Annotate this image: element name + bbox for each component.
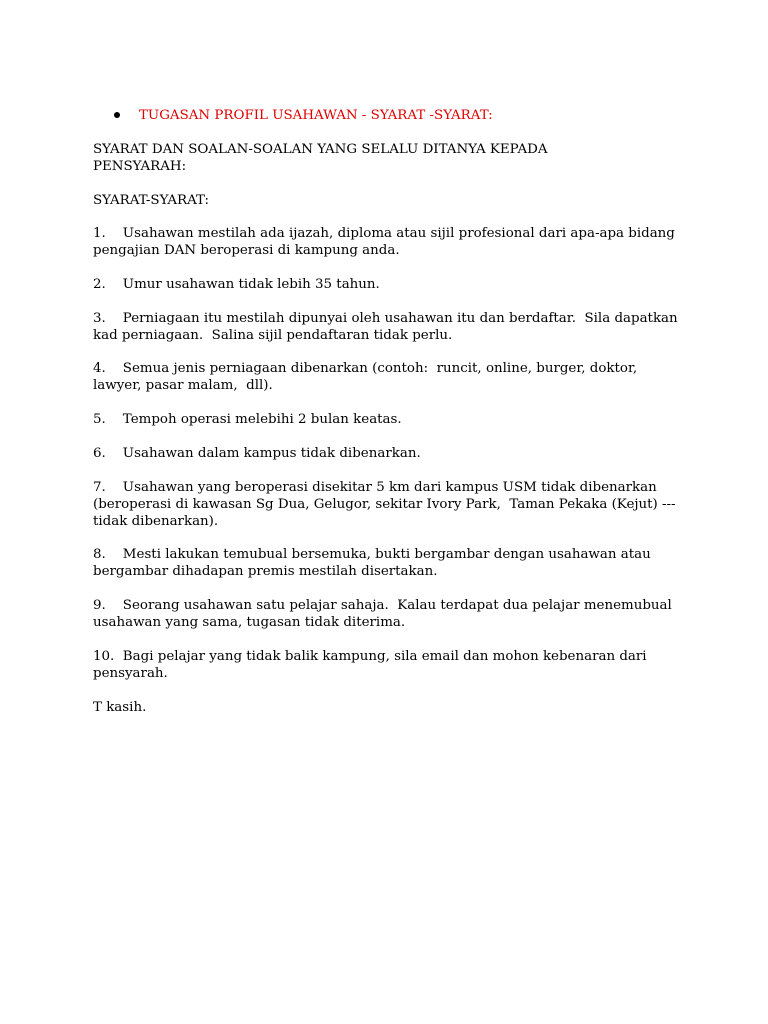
item-7-line-2: (beroperasi di kawasan Sg Dua, Gelugor, sekitar Ivory Park, Taman Pekaka (Kejut) --- <box>93 497 676 512</box>
item-3-line-1: 3. Perniagaan itu mestilah dipunyai oleh usahawan itu dan berdaftar. Sila dapatkan <box>93 311 678 326</box>
item-8-line-1: 8. Mesti lakukan temubual bersemuka, bukti bergambar dengan usahawan atau <box>93 547 651 562</box>
item-9-line-2: usahawan yang sama, tugasan tidak diterima. <box>93 615 406 630</box>
item-10-line-2: pensyarah. <box>93 666 168 681</box>
bullet-icon <box>114 112 120 118</box>
heading-text: TUGASAN PROFIL USAHAWAN - SYARAT -SYARAT: <box>139 108 493 123</box>
section-title: SYARAT-SYARAT: <box>93 193 210 208</box>
item-4-line-1: 4. Semua jenis perniagaan dibenarkan (contoh: runcit, online, burger, doktor, <box>93 361 638 376</box>
intro-line-2: PENSYARAH: <box>93 159 187 174</box>
item-7-line-3: tidak dibenarkan). <box>93 514 219 529</box>
item-1-line-2: pengajian DAN beroperasi di kampung anda. <box>93 243 400 258</box>
item-7-line-1: 7. Usahawan yang beroperasi disekitar 5 km dari kampus USM tidak dibenarkan <box>93 480 657 495</box>
item-4-line-2: lawyer, pasar malam, dll). <box>93 378 273 393</box>
item-1-line-1: 1. Usahawan mestilah ada ijazah, diploma atau sijil profesional dari apa-apa bidang <box>93 226 675 241</box>
item-2-line-1: 2. Umur usahawan tidak lebih 35 tahun. <box>93 277 380 292</box>
intro-line-1: SYARAT DAN SOALAN-SOALAN YANG SELALU DITANYA KEPADA <box>93 142 548 157</box>
item-5-line-1: 5. Tempoh operasi melebihi 2 bulan keatas. <box>93 412 402 427</box>
item-9-line-1: 9. Seorang usahawan satu pelajar sahaja. Kalau terdapat dua pelajar menemubual <box>93 598 672 613</box>
heading-row <box>114 107 493 124</box>
item-6-line-1: 6. Usahawan dalam kampus tidak dibenarkan. <box>93 446 421 461</box>
item-8-line-2: bergambar dihadapan premis mestilah disertakan. <box>93 564 438 579</box>
item-3-line-2: kad perniagaan. Salina sijil pendaftaran tidak perlu. <box>93 328 453 343</box>
closing-text: T kasih. <box>93 700 147 715</box>
item-10-line-1: 10. Bagi pelajar yang tidak balik kampung, sila email dan mohon kebenaran dari <box>93 649 647 664</box>
